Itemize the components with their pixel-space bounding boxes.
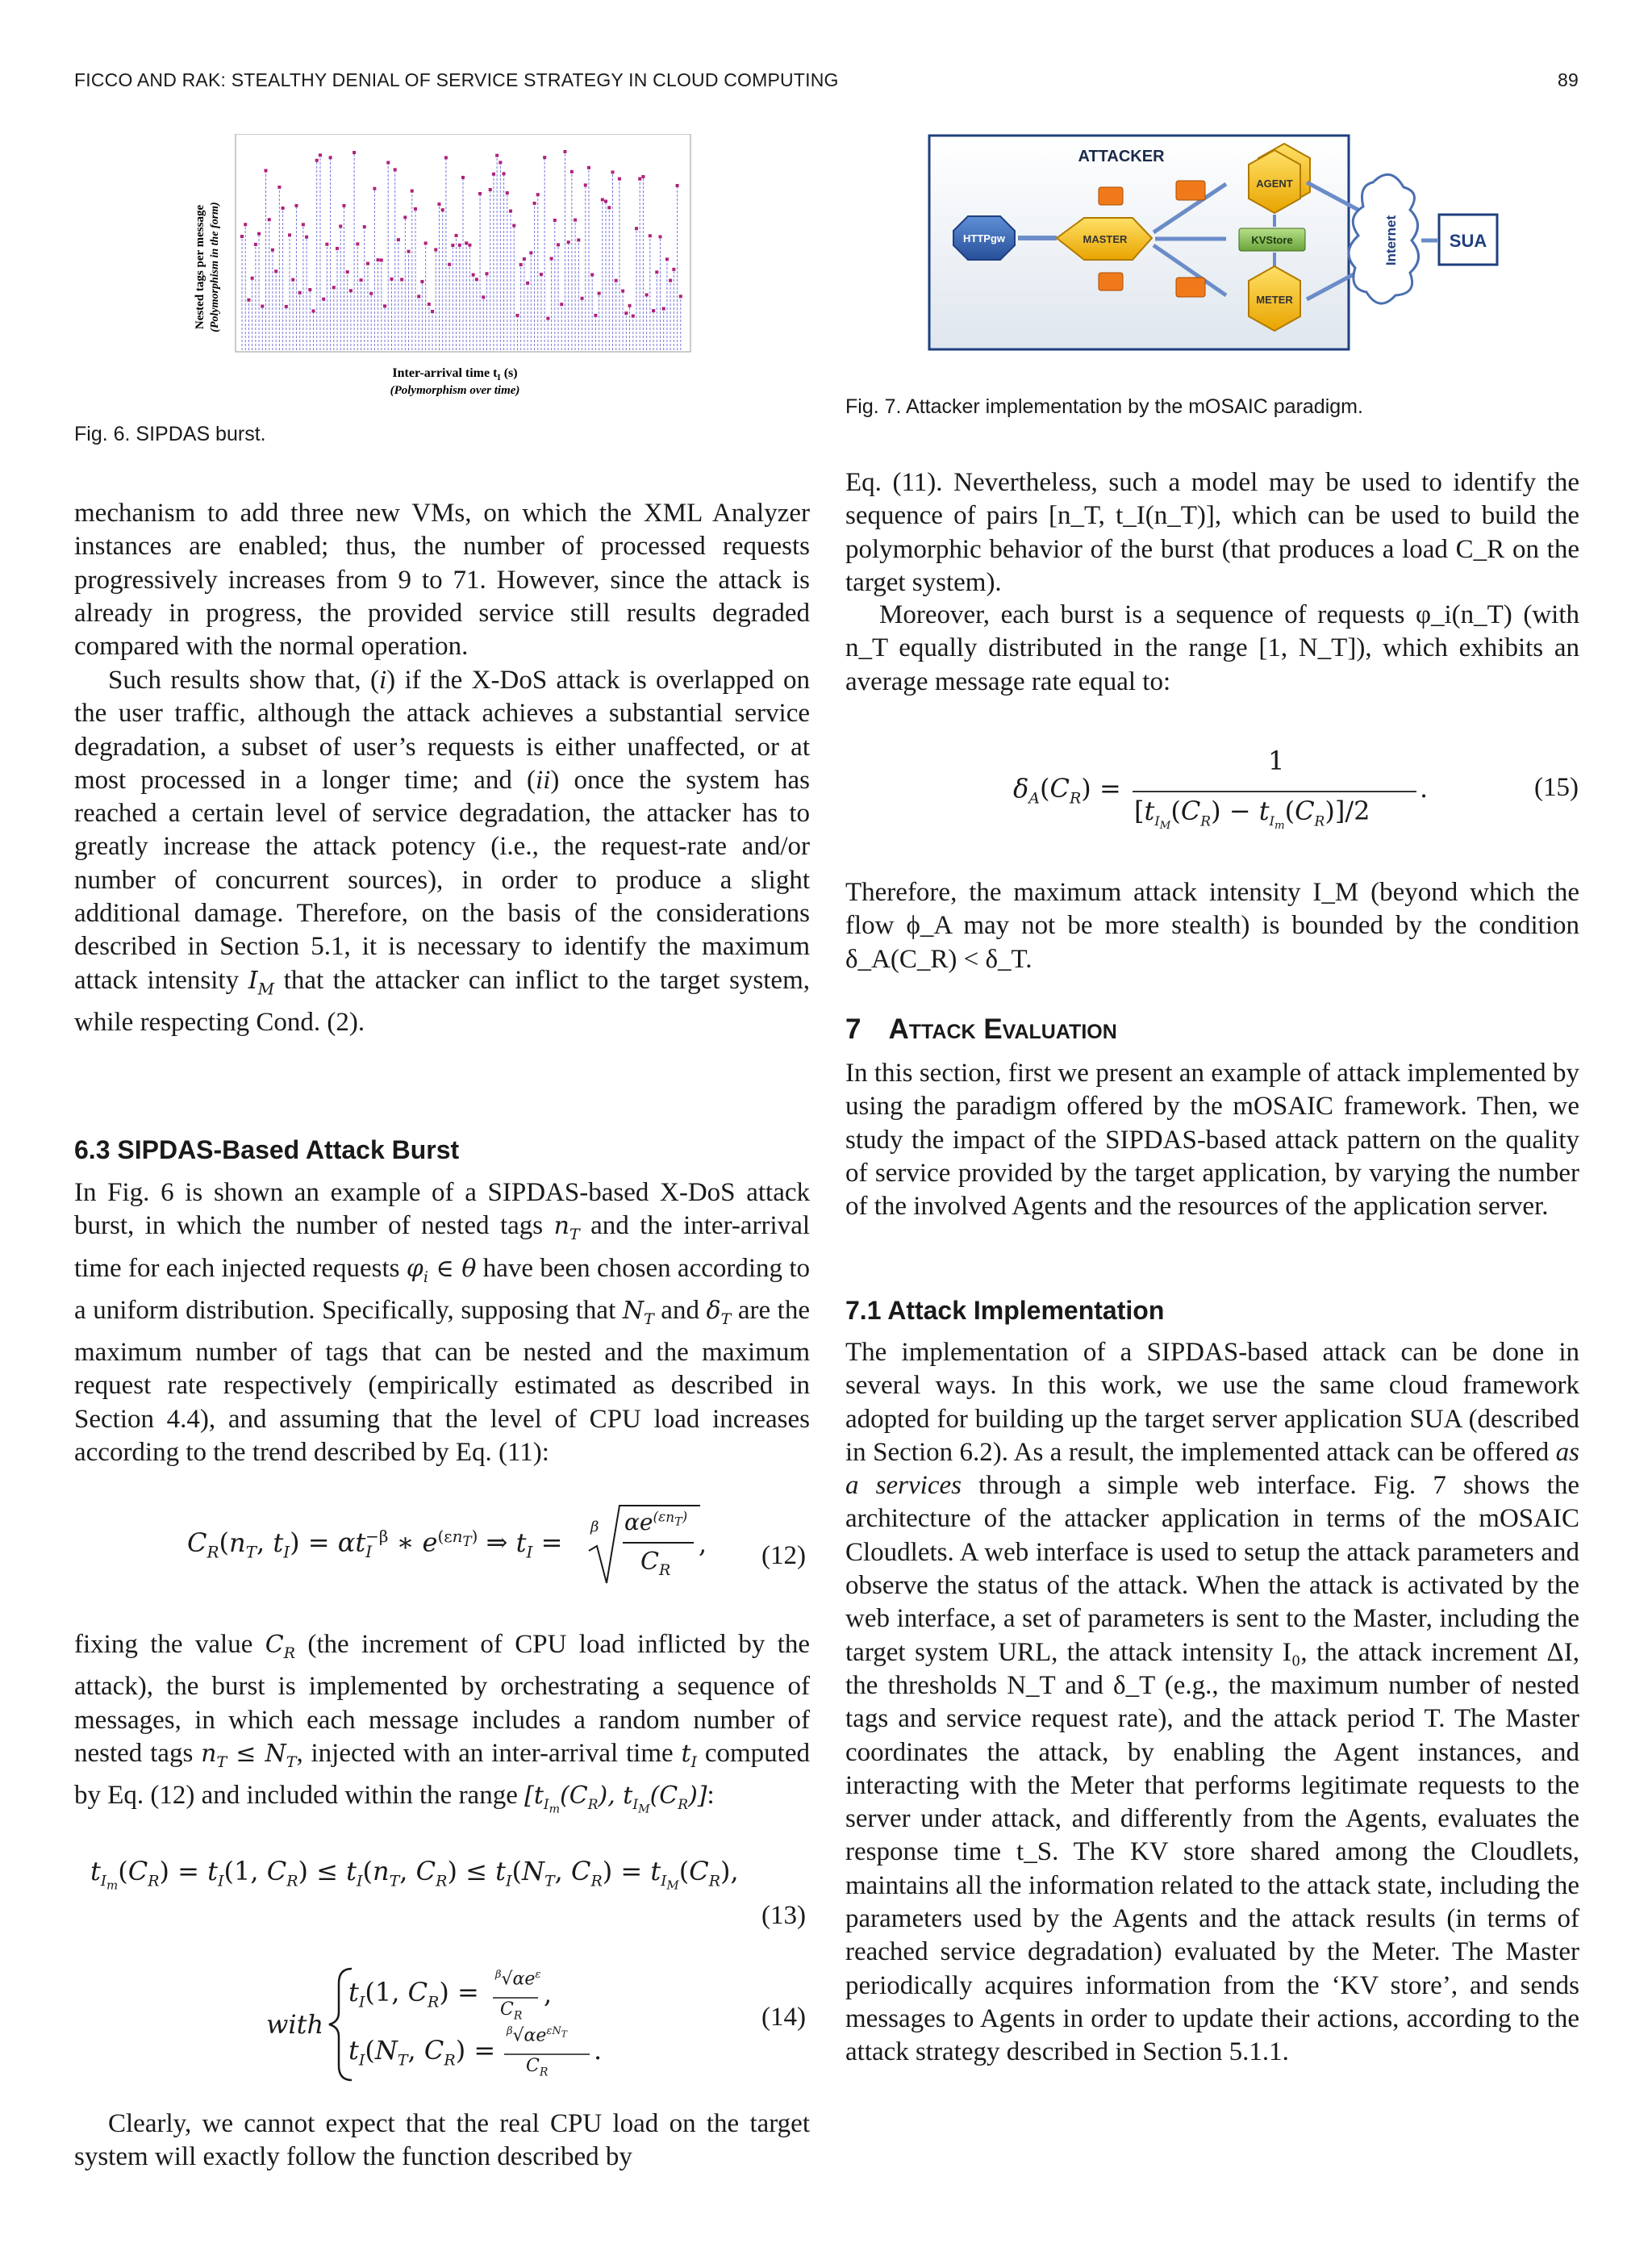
fig6-burst-top-marker <box>451 244 454 247</box>
fig6-burst-top-marker <box>342 204 345 207</box>
fig6-burst-top-marker <box>282 207 285 210</box>
fig6-burst-top-marker <box>672 268 675 271</box>
fig6-burst-top-marker <box>390 278 393 281</box>
fig6-burst-top-marker <box>658 235 661 238</box>
fig6-burst-top-marker <box>529 251 532 254</box>
right-paragraph-3: Therefore, the maximum attack intensity I_M (beyond which the flow ϕ_A may not be more stealth) is bounded by the condition δ_A(C_R) < δ_T. <box>845 878 1579 974</box>
section-7-heading: 7 Attack Evaluation <box>845 1013 1117 1045</box>
fig6-xlabel-2: (Polymorphism over time) <box>390 384 520 397</box>
fig6-burst-top-marker <box>268 218 271 221</box>
left-paragraph-5: Clearly, we cannot expect that the real CPU load on the target system will exactly follow the function described by <box>74 2109 810 2172</box>
fig6-burst-top-marker <box>635 227 638 230</box>
page-number: 89 <box>1558 69 1579 90</box>
fig6-burst-top-marker <box>546 317 549 320</box>
fig6-burst-top-marker <box>386 161 390 164</box>
left-paragraph-2: Such results show that, (i) if the X-DoS attack is overlapped on the user traffic, although the attack achieves a substantial service degradation, a subset of user’s requests is either unaffected, or at most processed in a longer time; and (ii) once the system has reached a certain level of service degradation, the attacker has to greatly increase the attack potency (i.e., the request-rate and/or number of concurrent sources), in order to produce a slight additional damage. Therefore, on the basis of the considerations described in Section 5.1, it is necessary to identify the maximum attack intensity $I_M$ that the attacker can inflict to the target system, while respecting Cond. (2). <box>74 666 811 1037</box>
fig6-burst-top-marker <box>495 154 499 157</box>
fig6-burst-top-marker <box>403 215 407 219</box>
fig6-burst-top-marker <box>288 233 291 236</box>
kvstore-label: KVStore <box>1251 234 1293 246</box>
fig6-burst-top-marker <box>271 249 274 252</box>
fig6-burst-top-marker <box>322 298 325 301</box>
fig6-burst-top-marker <box>533 202 536 205</box>
figure-7-attacker-architecture <box>928 134 1500 353</box>
right-paragraph-5: The implementation of a SIPDAS-based attack can be done in several ways. In this work, we use the same cloud framework adopted for building up the target server application SUA (described in Section 6.2). As a result, the implemented attack can be offered as a services through a simple web interface. Fig. 7 shows the architecture of the attacker application in terms of the mOSAIC Cloudlets. A web interface is used to setup the attack parameters and observe the status of the attack. When the attack is activated by the web interface, a set of parameters is sent to the Master, including the target system URL, the attack intensity I₀, the attack increment ΔI, the thresholds N_T and δ_T (e.g., the maximum number of nested tags and service request rate), and the attack period T. The Master coordinates the attack, by enabling the Agent instances, and interacting with the Meter that performs legitimate requests to the server under attack, and differently from the Agents, evaluates the response time t_S. The KV store shared among the Cloudlets, maintains all the information related to the attack state, including the parameters used by the Agents and the attack results (in terms of reached service degradation) evaluated by the Meter. The Master periodically acquires information from the ‘KV store’, and sends messages to Agents in order to update their actions, according to the attack strategy described in Section 5.1.1. <box>845 1338 1579 2067</box>
fig6-burst-top-marker <box>465 241 468 244</box>
fig6-burst-top-marker <box>478 192 482 195</box>
fig6-burst-top-marker <box>397 238 400 241</box>
left-paragraph-4: fixing the value $C_R$ (the increment of CPU load inflicted by the attack), the burst is implemented by orchestrating a sequence of messages, in which each message includes a random number of nested tags $n_T \le N_T$, injected with an inter-arrival time $t_I$ computed by Eq. (12) and included within the range [$t_{I_m}(C_R)$, $t_{I_M}(C_R)$]: <box>74 1630 811 1816</box>
queue-top-left <box>1099 187 1123 205</box>
fig6-burst-top-marker <box>444 156 448 159</box>
fig6-burst-top-marker <box>369 292 373 295</box>
fig6-burst-top-marker <box>305 236 308 239</box>
fig6-burst-top-marker <box>448 263 451 266</box>
fig6-burst-top-marker <box>277 186 281 189</box>
fig6-burst-top-marker <box>377 258 380 261</box>
fig6-burst-top-marker <box>247 299 250 302</box>
section-6-3-heading: 6.3 SIPDAS-Based Attack Burst <box>74 1135 460 1164</box>
fig6-burst-top-marker <box>492 173 495 176</box>
master-label: MASTER <box>1083 233 1128 245</box>
fig6-burst-top-marker <box>615 279 618 282</box>
fig6-burst-top-marker <box>621 290 624 293</box>
fig6-burst-top-marker <box>360 278 363 282</box>
right-paragraph-1: Eq. (11). Nevertheless, such a model may be used to identify the sequence of pairs [n_T, t_I(n_T)], which can be used to build the polymorphic behavior of the burst (that produces a load C_R on the target system). <box>845 468 1579 597</box>
fig6-burst-top-marker <box>669 279 672 282</box>
fig6-burst-top-marker <box>475 278 478 281</box>
fig6-burst-top-marker <box>363 225 366 228</box>
equation-14-number: (14) <box>761 2003 806 2032</box>
equation-12: $C_R(n_T$, $t_I) = \alpha t_I^{-\beta}$ ∗ $e^{(\varepsilon n_T)}$ ⇒ $t_I$ = <box>187 1527 563 1562</box>
fig6-burst-top-marker <box>265 169 268 172</box>
fig6-burst-top-marker <box>649 234 652 237</box>
fig6-burst-top-marker <box>349 289 353 292</box>
fig6-ylabel-2: (Polymorphism in the form) <box>209 202 221 332</box>
fig6-burst-top-marker <box>624 311 628 315</box>
fig6-burst-top-marker <box>509 210 512 213</box>
left-p1: mechanism to add three new VMs, on which the XML Analyzer instances are enabled; thus, the number of processed requests progressively increases from 9 to 71. However, since the attack is already in progress, the provided service still results degraded compared with the normal operation. <box>74 499 810 662</box>
fig6-burst-top-marker <box>512 224 515 228</box>
queue-bottom-left <box>1099 273 1123 290</box>
fig6-burst-top-marker <box>472 274 475 277</box>
fig6-burst-top-marker <box>336 247 339 250</box>
fig6-burst-top-marker <box>308 288 311 291</box>
queue-top <box>1176 181 1205 200</box>
fig6-burst-top-marker <box>441 208 444 211</box>
fig6-burst-top-marker <box>383 304 386 307</box>
fig6-burst-top-marker <box>251 277 254 280</box>
httpgw-label: HTTPgw <box>963 232 1005 244</box>
right-paragraph-4: In this section, first we present an example of attack implemented by using the paradigm offered by the mOSAIC framework. Then, we study the impact of the SIPDAS-based attack pattern on the quality of service provided by the target application, by varying the number of the involved Agents and the resources of the application server. <box>845 1059 1579 1222</box>
left-paragraph-1 <box>74 497 810 663</box>
fig6-burst-top-marker <box>356 242 359 245</box>
equation-13: $t_{I_m}(C_R) = t_I(1$, $C_R) \le t_I(n_T$, $C_R) \le t_I(N_T$, $C_R) = t_{I_M}(C_R)$, <box>90 1856 739 1893</box>
fig6-burst-top-marker <box>414 207 417 211</box>
fig6-burst-top-marker <box>428 303 431 306</box>
fig6-burst-top-marker <box>455 234 458 237</box>
fig6-burst-top-marker <box>437 203 440 206</box>
fig6-burst-top-marker <box>628 304 632 307</box>
fig6-burst-top-marker <box>291 278 294 282</box>
fig6-burst-top-marker <box>598 292 601 295</box>
agent-label: AGENT <box>1256 178 1293 190</box>
fig6-burst-top-marker <box>543 156 546 159</box>
fig6-xlabel: Inter-arrival time $t_I$ (s) <box>392 366 518 382</box>
fig6-burst-top-marker <box>394 168 397 171</box>
fig6-burst-top-marker <box>302 223 305 226</box>
fig6-burst-top-marker <box>261 305 264 308</box>
fig6-burst-top-marker <box>257 232 261 236</box>
fig6-burst-top-marker <box>594 314 597 317</box>
fig6-burst-top-marker <box>254 243 257 246</box>
attacker-title: ATTACKER <box>1078 148 1165 165</box>
fig6-burst-top-marker <box>486 272 489 275</box>
fig6-burst-top-marker <box>468 244 471 247</box>
fig6-burst-top-marker <box>332 286 336 289</box>
fig6-burst-top-marker <box>540 273 543 276</box>
fig6-burst-top-marker <box>417 295 420 298</box>
fig6-burst-top-marker <box>577 238 580 241</box>
fig6-burst-top-marker <box>420 280 423 283</box>
fig6-burst-top-marker <box>567 240 570 244</box>
fig6-burst-top-marker <box>294 204 298 207</box>
left-paragraph-3: In Fig. 6 is shown an example of a SIPDAS-based X-DoS attack burst, in which the number of nested tags $n_T$ and the inter-arrival time for each injected requests $\varphi_i$ ∈ θ have been chosen according to a uniform distribution. Specifically, supposing that $N_T$ and $\delta_T$ are the maximum number of tags that can be nested and the maximum request rate respectively (empirically estimated as described in Section 4.4), and assuming that the level of CPU load increases according to the trend described by Eq. (11): <box>74 1178 811 1468</box>
fig6-burst-top-marker <box>679 295 682 298</box>
fig6-burst-top-marker <box>373 187 376 190</box>
fig6-burst-top-marker <box>652 309 655 312</box>
fig6-burst-top-marker <box>506 191 509 194</box>
fig6-burst-top-marker <box>632 315 635 318</box>
fig6-burst-top-marker <box>526 282 529 285</box>
fig6-burst-top-marker <box>662 307 665 311</box>
fig6-burst-top-marker <box>346 270 349 274</box>
fig6-burst-top-marker <box>584 183 587 186</box>
fig6-burst-top-marker <box>574 219 577 222</box>
fig6-burst-top-marker <box>550 257 553 260</box>
meter-label: METER <box>1256 294 1293 306</box>
fig6-burst-top-marker <box>325 243 328 246</box>
fig7-caption: Fig. 7. Attacker implementation by the mOSAIC paradigm. <box>845 395 1363 418</box>
fig6-burst-top-marker <box>601 198 604 202</box>
fig6-burst-top-marker <box>553 219 557 222</box>
fig6-burst-top-marker <box>285 305 288 308</box>
fig6-burst-top-marker <box>523 257 526 261</box>
fig6-burst-top-marker <box>515 314 519 317</box>
fig6-burst-top-marker <box>557 243 560 246</box>
fig6-burst-top-marker <box>274 269 277 273</box>
fig6-burst-top-marker <box>519 263 523 266</box>
fig6-burst-top-marker <box>570 170 574 173</box>
fig6-burst-top-marker <box>655 270 658 274</box>
fig6-burst-top-marker <box>458 244 461 247</box>
figure-6-sipdas-burst <box>187 134 695 407</box>
fig6-burst-top-marker <box>329 156 332 159</box>
sua-label: SUA <box>1449 231 1487 251</box>
fig6-burst-top-marker <box>638 178 641 181</box>
equation-15-number: (15) <box>1534 773 1579 802</box>
fig6-burst-top-marker <box>581 297 584 300</box>
fig6-burst-top-marker <box>618 178 621 181</box>
fig6-burst-top-marker <box>312 309 315 312</box>
fig6-plot-area <box>236 134 690 352</box>
running-header: FICCO AND RAK: STEALTHY DENIAL OF SERVICE STRATEGY IN CLOUD COMPUTING <box>74 69 839 90</box>
fig6-ylabel: Nested tags per message <box>194 204 206 330</box>
fig6-burst-top-marker <box>366 262 369 265</box>
queue-bottom <box>1176 278 1205 297</box>
fig6-burst-top-marker <box>482 295 485 299</box>
right-paragraph-2: Moreover, each burst is a sequence of requests φ_i(n_T) (with n_T equally distributed in the range [1, N_T]), which exhibits an average message rate equal to: <box>845 600 1579 696</box>
fig6-burst-top-marker <box>315 159 319 162</box>
fig6-burst-top-marker <box>431 310 434 313</box>
fig6-burst-top-marker <box>560 303 563 306</box>
fig6-burst-top-marker <box>407 250 411 253</box>
fig6-burst-top-marker <box>339 224 342 228</box>
fig6-burst-top-marker <box>244 223 247 226</box>
fig6-burst-top-marker <box>380 258 383 261</box>
fig6-burst-top-marker <box>461 176 465 179</box>
fig6-burst-top-marker <box>645 293 649 296</box>
fig6-caption: Fig. 6. SIPDAS burst. <box>74 423 266 445</box>
fig6-burst-top-marker <box>240 235 244 238</box>
fig6-burst-top-marker <box>587 166 590 169</box>
fig6-burst-top-marker <box>411 190 414 193</box>
fig6-burst-top-marker <box>676 184 679 187</box>
section-7-1-heading: 7.1 Attack Implementation <box>845 1296 1165 1325</box>
fig6-burst-top-marker <box>424 241 428 244</box>
fig6-burst-top-marker <box>607 206 611 209</box>
fig6-burst-top-marker <box>604 199 607 203</box>
fig6-burst-top-marker <box>353 151 356 154</box>
fig6-burst-top-marker <box>641 175 645 178</box>
fig6-burst-top-marker <box>489 188 492 191</box>
internet-label: Internet <box>1383 215 1399 266</box>
fig6-burst-top-marker <box>298 291 302 295</box>
equation-12-number: (12) <box>761 1541 806 1570</box>
fig6-burst-top-marker <box>319 153 322 157</box>
fig6-burst-top-marker <box>499 161 502 164</box>
fig6-burst-top-marker <box>503 172 506 175</box>
fig6-burst-top-marker <box>563 150 566 153</box>
fig6-burst-top-marker <box>536 193 540 196</box>
fig6-burst-top-marker <box>665 257 669 261</box>
equation-13-number: (13) <box>761 1901 806 1930</box>
fig6-burst-top-marker <box>400 278 403 281</box>
fig6-burst-top-marker <box>434 248 437 251</box>
fig6-burst-top-marker <box>611 170 614 173</box>
fig6-burst-top-marker <box>590 273 594 276</box>
